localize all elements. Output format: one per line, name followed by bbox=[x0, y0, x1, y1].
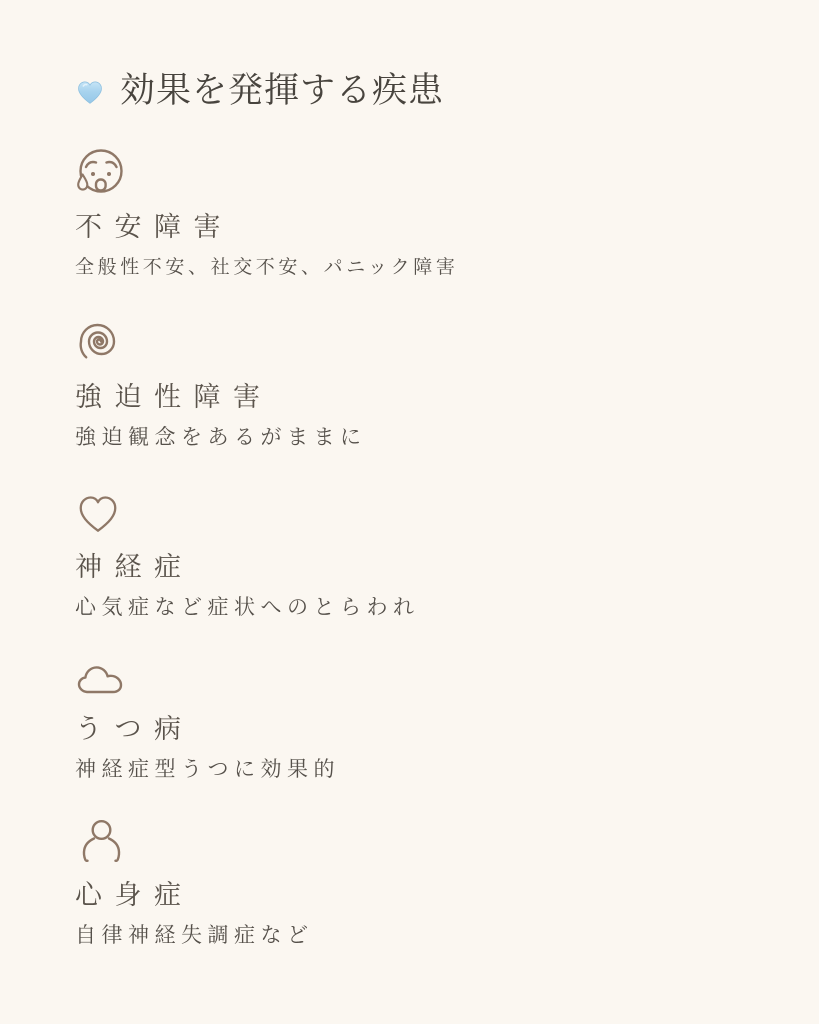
light-blue-heart-icon bbox=[75, 78, 105, 107]
section-heading: うつ病 bbox=[75, 714, 194, 744]
section-description: 心気症など症状へのとらわれ bbox=[75, 596, 420, 619]
spiral-icon bbox=[75, 320, 123, 366]
section-description: 全般性不安、社交不安、パニック障害 bbox=[75, 257, 459, 278]
page-title: 効果を発揮する疾患 bbox=[120, 71, 445, 110]
section-heading: 不安障害 bbox=[75, 212, 233, 242]
person-icon bbox=[75, 820, 123, 864]
cloud-icon bbox=[75, 660, 125, 698]
section-neurosis bbox=[75, 488, 779, 621]
section-description: 神経症型うつに効果的 bbox=[75, 758, 340, 781]
heart-outline-icon bbox=[75, 490, 121, 536]
section-psychosomatic bbox=[75, 820, 779, 949]
section-description: 自律神経失調症など bbox=[75, 924, 314, 947]
section-depression bbox=[75, 658, 779, 783]
section-heading: 強迫性障害 bbox=[75, 382, 273, 412]
anxious-face-icon bbox=[75, 148, 123, 196]
section-description: 強迫観念をあるがままに bbox=[75, 426, 367, 449]
page-header bbox=[75, 68, 779, 114]
section-ocd bbox=[75, 318, 779, 451]
section-heading: 神経症 bbox=[75, 552, 194, 582]
section-anxiety-disorder bbox=[75, 148, 779, 281]
section-heading: 心身症 bbox=[75, 880, 194, 910]
